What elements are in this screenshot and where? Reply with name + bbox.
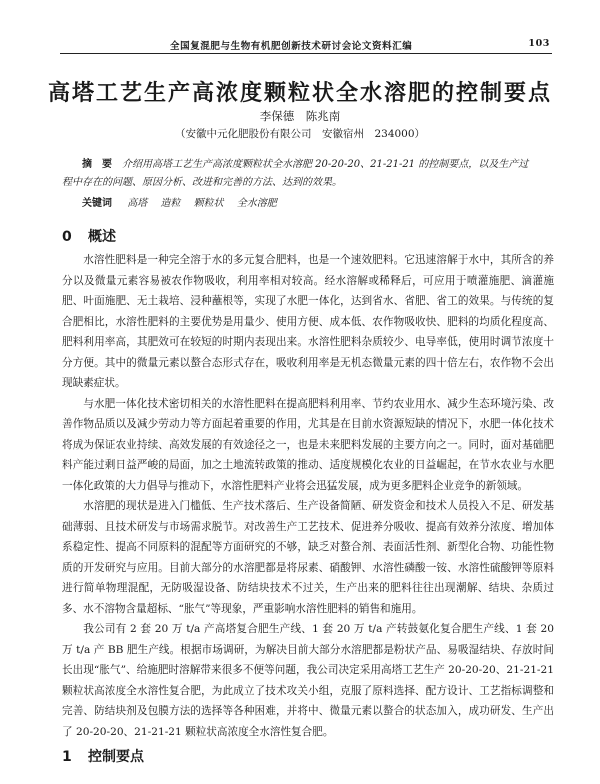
section-number: 1 bbox=[62, 749, 72, 765]
keywords-label: 关键词 bbox=[82, 198, 112, 209]
paragraph: 水溶性肥料是一种完全溶于水的多元复合肥料，也是一个速效肥料。它迅速溶解于水中，其所含的养分以及微量元素容易被农作物吸收，利用率相对较高。经水溶解或稀释后，可应用于喷灌施肥、滴灌施肥、叶面施肥、无土栽培、浸种蘸根等，实现了水肥一体化，达到省水、省肥、省工的效果。与传统的复合肥相比，水溶性肥料的主要优势是用量少、使用方便、成本低、农作物吸收快、肥料的均质化程度高、肥料利用率高，其肥效可在较短的时期内表现出来。水溶性肥料杂质较少、电导率低，使用时调节浓度十分方便。其中的微量元素以螯合态形式存在，吸收利用率是无机态微量元素的四十倍左右，农作物不会出现缺素症状。 bbox=[62, 254, 554, 389]
authors: 李保德 陈兆南 bbox=[259, 109, 341, 123]
keyword: 造粒 bbox=[160, 198, 181, 209]
section-heading bbox=[62, 746, 144, 766]
abstract-text: 介绍用高塔工艺生产高浓度颗粒状全水溶肥 20-20-20、21-21-21 的控制要点，以及生产过程中存在的问题、原因分析、改进和完善的方法、达到的效果。 bbox=[62, 159, 529, 188]
paper-title: 高塔工艺生产高浓度颗粒状全水溶肥的控制要点 bbox=[47, 80, 552, 106]
keywords bbox=[82, 194, 287, 209]
body-text bbox=[62, 250, 554, 742]
section-title: 概述 bbox=[88, 229, 116, 245]
keyword: 高塔 bbox=[127, 198, 148, 209]
paragraph: 我公司有 2 套 20 万 t/a 产高塔复合肥生产线、1 套 20 万 t/a 产转鼓氨化复合肥生产线、1 套 20 万 t/a 产 BB 肥生产线。根据市场调研，为解决目前大部分水溶肥都是粉状产品、易吸湿结块、存放时间长出现“胀气”、给施肥时溶解带来很多不便等问题，我公司决定采用高塔工艺生产 20-20-20、21-21-21 颗粒状高浓度全水溶性复合肥，为此成立了技术攻关小组，克服了原料选择、配方设计、工艺指标调整和完善、防结块剂及包膜方法的选择等各种困难，并将中、微量元素以螯合的状态加入，成功研发、生产出了 20-20-20、21-21-21 颗粒状高浓度全水溶性复合肥。 bbox=[62, 623, 554, 738]
section-heading bbox=[62, 226, 116, 246]
paragraph: 水溶肥的现状是进入门槛低、生产技术落后、生产设备简陋、研发资金和技术人员投入不足、研发基础薄弱、且技术研发与市场需求脱节。对改善生产工艺技术、促进养分吸收、提高有效养分浓度、增加体系稳定性、提高不同原料的混配等方面研究的不够，缺乏对螯合剂、表面活性剂、新型化合物、功能性物质的开发研究与应用。目前大部分的水溶肥都是将尿素、硝酸钾、水溶性磷酸一铵、水溶性硫酸钾等原料进行简单物理混配，无防吸湿设备、防结块技术不过关，生产出来的肥料往往出现潮解、结块、杂质过多、水不溶物含量超标、“胀气”等现象，严重影响水溶性肥料的销售和施用。 bbox=[62, 500, 554, 615]
section-title: 控制要点 bbox=[88, 749, 144, 765]
abstract-label: 摘 要 bbox=[82, 159, 112, 170]
affiliation: （安徽中元化肥股份有限公司 安徽宿州 234000） bbox=[174, 128, 426, 140]
abstract bbox=[62, 156, 538, 192]
keyword: 颗粒状 bbox=[193, 198, 224, 209]
paragraph: 与水肥一体化技术密切相关的水溶性肥料在提高肥料利用率、节约农业用水、减少生态环境污染、改善作物品质以及减少劳动力等方面起着重要的作用，尤其是在目前水资源短缺的情况下，水肥一体化技术将成为保证农业持续、高效发展的有效途径之一，也是未来肥料发展的主要方向之一。同时，面对基础肥料产能过剩日益严峻的局面，加之土地流转政策的推动、适度规模化农业的日益崛起，在节水农业与水肥一体化政策的大力倡导与推动下，水溶性肥料产业将会迅猛发展，成为更多肥料企业竞争的新领域。 bbox=[62, 397, 554, 492]
section-number: 0 bbox=[62, 229, 72, 245]
running-header bbox=[60, 37, 552, 54]
keyword: 全水溶肥 bbox=[236, 198, 277, 209]
page-number: 103 bbox=[528, 38, 550, 49]
running-header-title: 全国复混肥与生物有机肥创新技术研讨会论文资料汇编 bbox=[170, 41, 413, 52]
